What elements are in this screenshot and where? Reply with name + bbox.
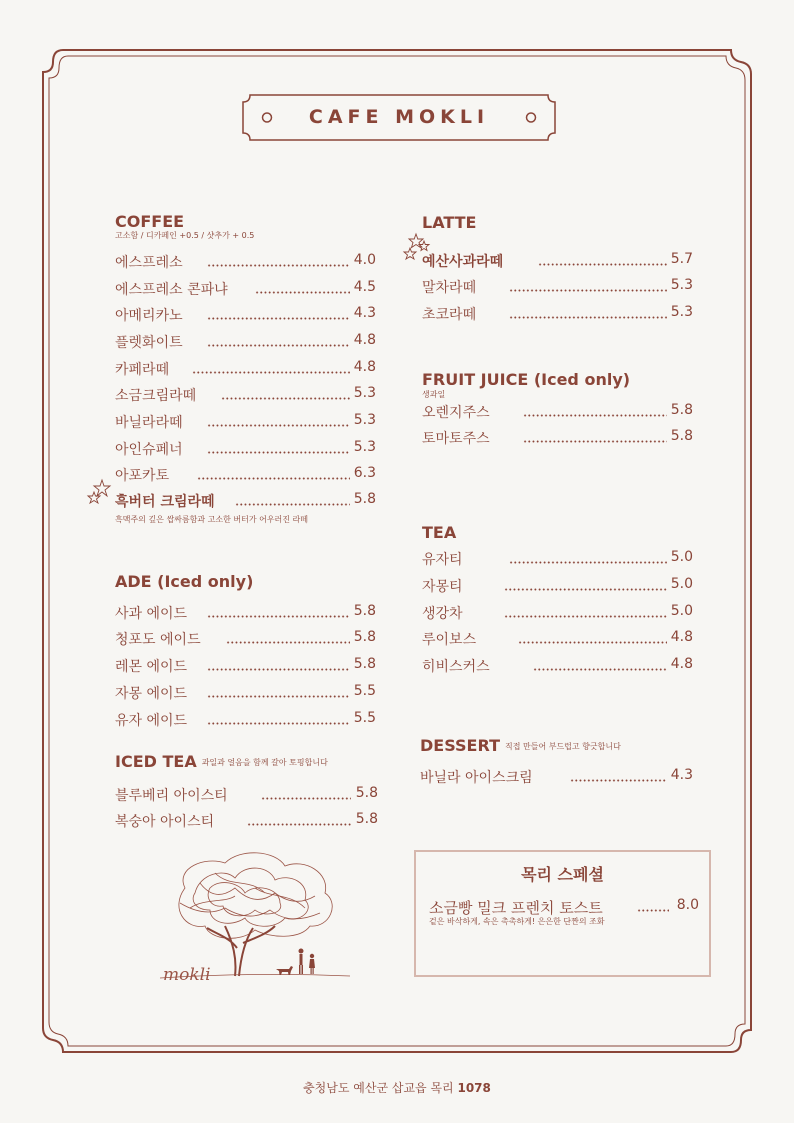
menu-item-name: 청포도 에이드 <box>115 632 201 648</box>
menu-item-signature <box>115 491 376 513</box>
dot-leader <box>533 668 667 671</box>
menu-item-name: 레몬 에이드 <box>115 659 188 675</box>
menu-item <box>422 277 693 299</box>
menu-item-price: 5.5 <box>353 710 376 726</box>
menu-item <box>420 767 693 789</box>
menu-item-price: 5.8 <box>353 656 376 672</box>
menu-item <box>115 305 376 327</box>
dessert-subtitle: 직접 만들어 부드럽고 향긋합니다 <box>504 742 621 751</box>
dot-leader <box>509 316 667 319</box>
menu-item-name: 오렌지주스 <box>422 405 490 421</box>
menu-item-name: 아인슈페너 <box>115 442 183 458</box>
menu-item-price: 4.8 <box>670 629 693 645</box>
dot-leader <box>247 823 351 826</box>
menu-item-name: 흑버터 크림라떼 <box>115 494 215 510</box>
special-item-name: 소금빵 밀크 프렌치 토스트 <box>429 899 603 917</box>
menu-item-name: 예산사과라떼 <box>422 254 504 270</box>
tea-heading: TEA <box>422 523 457 542</box>
dot-leader <box>261 797 351 800</box>
star-icon <box>86 478 114 508</box>
menu-item-price: 5.3 <box>670 304 693 320</box>
dot-leader <box>235 503 350 506</box>
menu-item <box>115 385 376 407</box>
menu-item-price: 5.0 <box>670 549 693 565</box>
dot-leader <box>221 397 350 400</box>
special-heading: 목리 스페셜 <box>521 865 604 884</box>
menu-item-name: 아메리카노 <box>115 308 183 324</box>
menu-item <box>422 629 693 651</box>
dot-leader <box>255 291 350 294</box>
menu-item-price: 5.3 <box>353 439 376 455</box>
page-title: CAFE MOKLI <box>308 106 490 128</box>
iced-tea-subtitle: 과일과 얼음을 함께 갈아 토핑합니다 <box>201 758 328 767</box>
dot-leader <box>504 588 667 591</box>
latte-heading: LATTE <box>422 213 477 232</box>
menu-item-price: 5.8 <box>670 428 693 444</box>
juice-subtitle: 생과일 <box>422 390 446 399</box>
menu-item-name: 에스프레소 콘파냐 <box>115 282 228 298</box>
dot-leader <box>207 451 350 454</box>
menu-item-name: 자몽티 <box>422 579 463 595</box>
menu-item-price: 5.5 <box>353 683 376 699</box>
tree-illustration <box>155 848 355 988</box>
menu-item <box>422 402 693 424</box>
menu-item-name: 블루베리 아이스티 <box>115 788 228 804</box>
dot-leader <box>570 779 667 782</box>
menu-item-price: 4.8 <box>353 332 376 348</box>
menu-item <box>115 811 378 833</box>
menu-item <box>115 439 376 461</box>
dot-leader <box>509 289 667 292</box>
menu-item <box>115 629 376 651</box>
menu-item-name: 카페라떼 <box>115 362 170 378</box>
dot-leader <box>538 263 667 266</box>
menu-item <box>115 279 376 301</box>
menu-item-name: 생강차 <box>422 606 463 622</box>
signature-note: 흑맥주의 깊은 쌉싸름함과 고소한 버터가 어우러진 라떼 <box>115 515 308 524</box>
footer-address-text: 충청남도 예산군 삽교읍 목리 <box>303 1081 454 1095</box>
dot-leader <box>207 615 350 618</box>
dot-leader <box>207 695 350 698</box>
menu-item <box>115 656 376 678</box>
coffee-subtitle: 고소함 / 디카페인 +0.5 / 샷추가 + 0.5 <box>115 231 255 240</box>
menu-item-signature <box>422 251 693 273</box>
menu-item-price: 4.8 <box>670 656 693 672</box>
menu-item-name: 플렛화이트 <box>115 335 183 351</box>
menu-item <box>115 683 376 705</box>
mokli-logo-text: mokli <box>163 965 211 985</box>
menu-item-name: 에스프레소 <box>115 255 183 271</box>
menu-item-name: 말차라떼 <box>422 280 477 296</box>
menu-item <box>115 332 376 354</box>
menu-item-name: 초코라떼 <box>422 307 477 323</box>
menu-item-price: 4.8 <box>353 359 376 375</box>
menu-item-price: 5.8 <box>353 491 376 507</box>
menu-item-price: 5.8 <box>355 811 378 827</box>
menu-item <box>115 785 378 807</box>
dot-leader <box>509 561 667 564</box>
menu-item-name: 소금크림라떼 <box>115 388 197 404</box>
dot-leader <box>197 477 350 480</box>
menu-item-price: 5.0 <box>670 603 693 619</box>
iced-tea-heading-text: ICED TEA <box>115 752 197 771</box>
menu-item-name: 유자 에이드 <box>115 713 188 729</box>
special-note: 겉은 바삭하게, 속은 촉촉하게! 은은한 단짠의 조화 <box>429 917 605 926</box>
menu-item <box>115 359 376 381</box>
special-item-price: 8.0 <box>676 897 699 913</box>
star-icon <box>402 232 432 262</box>
menu-item <box>422 549 693 571</box>
dot-leader <box>192 371 350 374</box>
menu-item-price: 5.3 <box>670 277 693 293</box>
menu-item <box>115 252 376 274</box>
menu-item-price: 5.8 <box>353 603 376 619</box>
menu-item-price: 5.3 <box>353 412 376 428</box>
dessert-heading-text: DESSERT <box>420 736 500 755</box>
menu-item <box>115 412 376 434</box>
dot-leader <box>226 641 350 644</box>
menu-item-name: 유자티 <box>422 552 463 568</box>
menu-item-price: 5.8 <box>355 785 378 801</box>
menu-item-price: 4.0 <box>353 252 376 268</box>
dot-leader <box>523 414 667 417</box>
menu-item-name: 아포카토 <box>115 468 170 484</box>
footer-address <box>0 1079 794 1096</box>
menu-item <box>422 576 693 598</box>
menu-item-price: 4.3 <box>353 305 376 321</box>
menu-item <box>422 428 693 450</box>
dot-leader <box>207 344 350 347</box>
dot-leader <box>504 615 667 618</box>
menu-item-price: 5.3 <box>353 385 376 401</box>
menu-item-price: 4.3 <box>670 767 693 783</box>
ade-heading: ADE (Iced only) <box>115 572 254 591</box>
menu-item <box>422 603 693 625</box>
menu-item-price: 5.7 <box>670 251 693 267</box>
menu-item-price: 4.5 <box>353 279 376 295</box>
menu-item-price: 5.0 <box>670 576 693 592</box>
dot-leader <box>523 440 667 443</box>
coffee-heading: COFFEE <box>115 212 185 231</box>
dessert-heading <box>420 736 621 755</box>
menu-item <box>115 710 376 732</box>
iced-tea-heading <box>115 752 328 771</box>
menu-item-name: 사과 에이드 <box>115 606 188 622</box>
menu-item <box>115 465 376 487</box>
menu-item-price: 5.8 <box>670 402 693 418</box>
dot-leader <box>207 668 350 671</box>
menu-item <box>115 603 376 625</box>
footer-address-number: 1078 <box>457 1081 491 1095</box>
menu-item <box>422 656 693 678</box>
menu-item-name: 바닐라라떼 <box>115 415 183 431</box>
dot-leader <box>207 264 350 267</box>
dot-leader <box>207 722 350 725</box>
menu-item-name: 바닐라 아이스크림 <box>420 770 533 786</box>
dot-leader <box>207 424 350 427</box>
menu-item-name: 히비스커스 <box>422 659 490 675</box>
menu-item-name: 복숭아 아이스티 <box>115 814 215 830</box>
menu-item-name: 루이보스 <box>422 632 477 648</box>
menu-item-price: 6.3 <box>353 465 376 481</box>
dot-leader <box>518 641 667 644</box>
menu-item-name: 토마토주스 <box>422 431 490 447</box>
menu-item-name: 자몽 에이드 <box>115 686 188 702</box>
title-badge <box>242 94 556 141</box>
dot-leader <box>207 317 350 320</box>
menu-item-price: 5.8 <box>353 629 376 645</box>
menu-item <box>422 304 693 326</box>
juice-heading: FRUIT JUICE (Iced only) <box>422 370 631 389</box>
dot-leader <box>637 909 669 912</box>
